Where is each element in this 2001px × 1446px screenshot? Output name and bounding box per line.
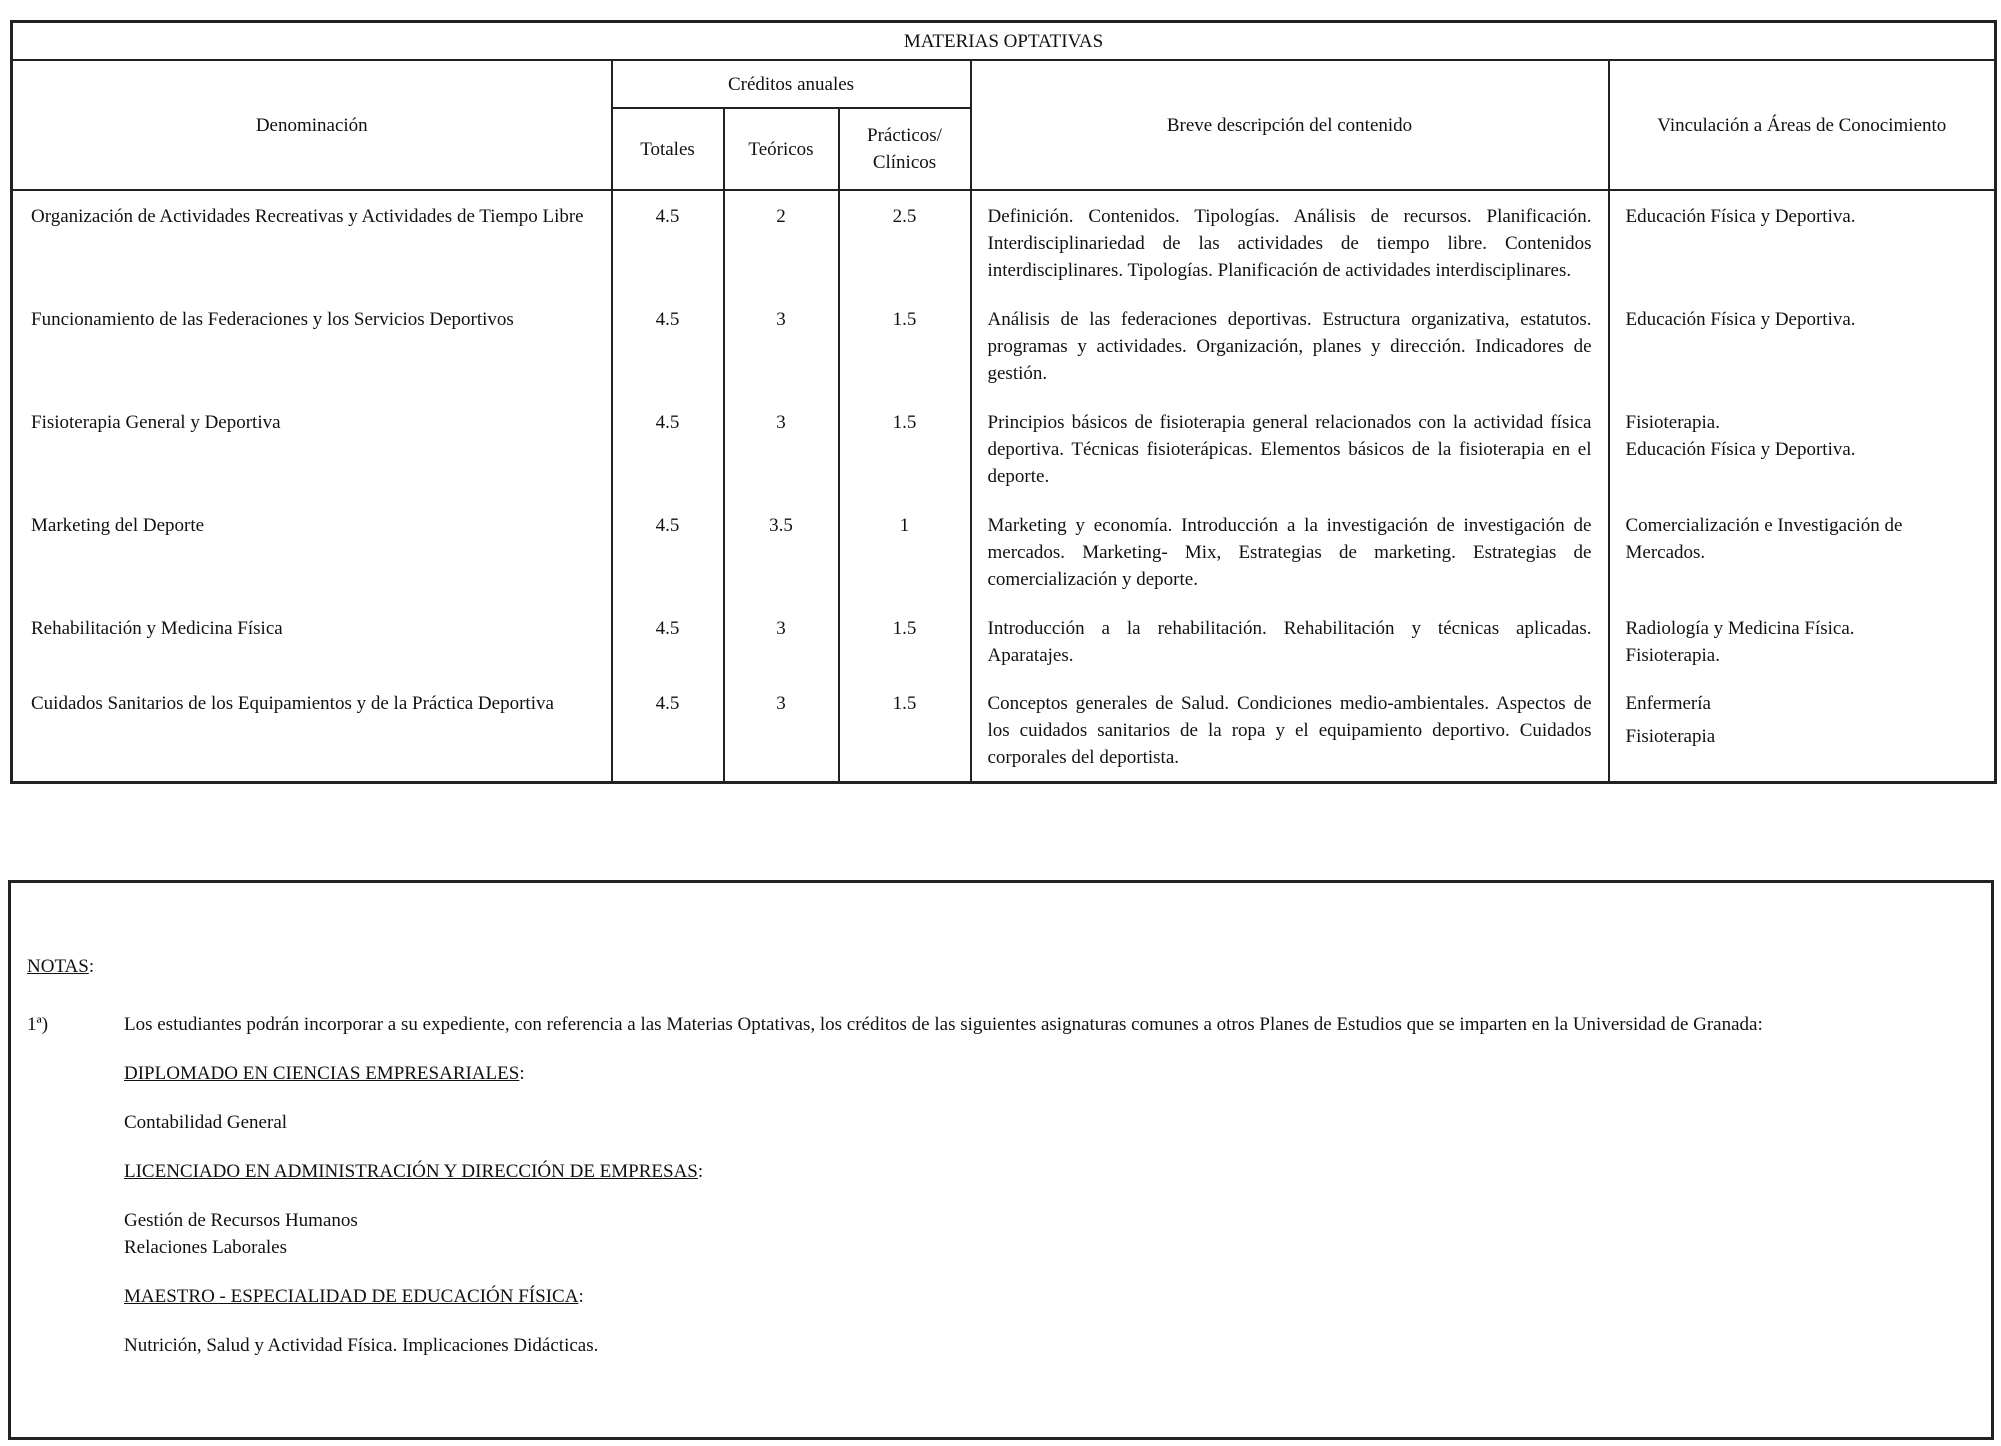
row-denominacion: Marketing del Deporte	[31, 514, 205, 536]
table-title: MATERIAS OPTATIVAS	[12, 22, 1996, 61]
header-creditos-anuales: Créditos anuales	[612, 60, 971, 108]
degree-title-maestro: MAESTRO - ESPECIALIDAD DE EDUCACIÓN FÍSICA:	[124, 1286, 584, 1307]
row-teoricos: 3	[776, 693, 786, 715]
row-denominacion: Funcionamiento de las Federaciones y los Servicios Deportivos	[31, 308, 514, 330]
table-row	[12, 397, 1996, 500]
header-denominacion: Denominación	[12, 60, 612, 190]
row-practicos: 1	[899, 514, 910, 536]
notes-box	[8, 880, 1994, 1440]
row-denominacion: Cuidados Sanitarios de los Equipamientos y de la Práctica Deportiva	[31, 693, 554, 715]
table-row	[12, 190, 1996, 294]
row-teoricos: 3	[776, 411, 786, 433]
row-teoricos: 3.5	[769, 514, 793, 536]
row-descripcion: Conceptos generales de Salud. Condiciones medio-ambientales. Aspectos de los cuidados sanitarios de la ropa y el equipamiento deportivo. Cuidados corporales del deportista.	[987, 693, 1592, 769]
row-areas	[1626, 678, 1983, 758]
area-item: Educación Física y Deportiva.	[1625, 308, 1856, 330]
row-denominacion: Organización de Actividades Recreativas y Actividades de Tiempo Libre	[31, 206, 584, 227]
area-item: Educación Física y Deportiva.	[1625, 438, 1856, 460]
header-practicos-line2: Clínicos	[872, 152, 937, 173]
note-number: 1ª)	[27, 1014, 49, 1035]
notes-heading-colon: :	[88, 956, 95, 977]
header-descripcion: Breve descripción del contenido	[971, 60, 1609, 190]
row-totales: 4.5	[655, 308, 680, 330]
row-areas	[1626, 603, 1983, 677]
area-item: Comercialización e Investigación de Mercados.	[1625, 514, 1903, 563]
row-areas	[1626, 500, 1983, 574]
row-descripcion: Introducción a la rehabilitación. Rehabilitación y técnicas aplicadas. Aparatajes.	[987, 617, 1592, 666]
subject-item: Contabilidad General	[124, 1112, 288, 1133]
row-areas	[1626, 191, 1983, 238]
header-practicos	[839, 108, 971, 190]
row-practicos: 2.5	[892, 206, 917, 227]
degree-title-ade: LICENCIADO EN ADMINISTRACIÓN Y DIRECCIÓN DE EMPRESAS:	[124, 1161, 704, 1182]
row-practicos: 1.5	[892, 617, 917, 639]
row-practicos: 1.5	[892, 693, 917, 715]
subject-item: Gestión de Recursos Humanos	[124, 1210, 358, 1231]
degree-title-empresariales: DIPLOMADO EN CIENCIAS EMPRESARIALES:	[124, 1063, 525, 1084]
row-teoricos: 3	[776, 308, 786, 330]
row-areas	[1626, 294, 1983, 341]
table-row	[12, 678, 1996, 782]
row-descripcion: Definición. Contenidos. Tipologías. Análisis de recursos. Planificación. Interdisciplinariedad de las actividades de tiempo libre. Contenidos interdisciplinares. Tipologías. Planificación de actividades interdisciplinares.	[987, 206, 1592, 281]
notes-heading-label: NOTAS	[27, 956, 89, 977]
optional-subjects-table	[10, 20, 1997, 784]
subject-item: Relaciones Laborales	[124, 1237, 288, 1258]
row-descripcion: Análisis de las federaciones deportivas. Estructura organizativa, estatutos. programas y actividades. Organización, planes y dirección. Indicadores de gestión.	[987, 308, 1592, 384]
header-totales: Totales	[612, 108, 724, 190]
row-teoricos: 3	[776, 617, 786, 639]
row-practicos: 1.5	[892, 308, 917, 330]
area-item: Fisioterapia.	[1625, 644, 1720, 666]
subject-item: Nutrición, Salud y Actividad Física. Implicaciones Didácticas.	[124, 1335, 599, 1356]
row-descripcion: Principios básicos de fisioterapia general relacionados con la actividad física deportiva. Técnicas fisioterápicas. Elementos básicos de la fisioterapia en el deporte.	[987, 411, 1592, 487]
row-totales: 4.5	[655, 206, 680, 227]
table-row	[12, 294, 1996, 397]
row-denominacion: Fisioterapia General y Deportiva	[31, 411, 281, 433]
header-teoricos: Teóricos	[724, 108, 839, 190]
area-item: Enfermería	[1625, 693, 1711, 715]
row-teoricos: 2	[776, 206, 786, 227]
row-descripcion: Marketing y economía. Introducción a la investigación de investigación de mercados. Marketing- Mix, Estrategias de marketing. Estrategias de comercialización y deporte.	[987, 514, 1592, 590]
table-row	[12, 500, 1996, 603]
area-item: Radiología y Medicina Física.	[1625, 617, 1855, 639]
table-row	[12, 603, 1996, 678]
note-intro: Los estudiantes podrán incorporar a su expediente, con referencia a las Materias Optativas, los créditos de las siguientes asignaturas comunes a otros Planes de Estudios que se imparten en la Universidad de Granada:	[124, 1014, 1763, 1035]
row-practicos: 1.5	[892, 411, 917, 433]
area-item: Fisioterapia.	[1625, 411, 1720, 433]
area-item: Fisioterapia	[1625, 726, 1716, 748]
row-denominacion: Rehabilitación y Medicina Física	[31, 617, 283, 639]
area-item: Educación Física y Deportiva.	[1625, 206, 1856, 227]
row-totales: 4.5	[655, 617, 680, 639]
row-totales: 4.5	[655, 514, 680, 536]
notes-heading	[27, 953, 94, 980]
row-totales: 4.5	[655, 693, 680, 715]
header-vinculacion: Vinculación a Áreas de Conocimiento	[1609, 60, 1996, 190]
header-practicos-line1: Prácticos/	[867, 125, 942, 146]
row-areas	[1626, 397, 1983, 471]
note-body	[124, 1011, 1974, 1359]
row-totales: 4.5	[655, 411, 680, 433]
